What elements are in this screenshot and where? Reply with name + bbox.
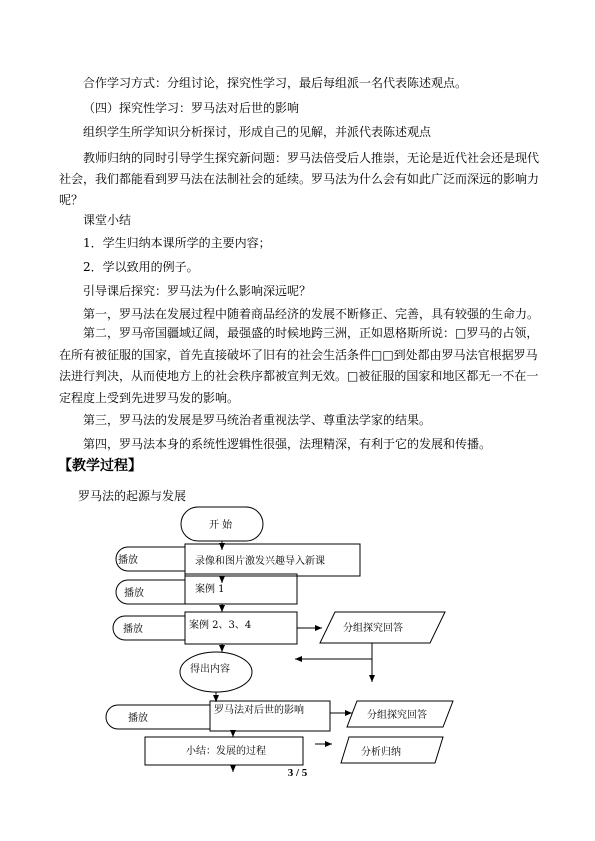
side-box-label-2: 分组探究回答 (367, 710, 427, 721)
section-heading: 【教学过程】 (58, 458, 142, 474)
paragraph-cooperative-learning: 合作学习方式：分组讨论，探究性学习，最后每组派一名代表陈述观点。 (83, 76, 468, 90)
outcome-label: 得出内容 (190, 664, 230, 675)
flowchart-title: 罗马法的起源与发展 (78, 489, 187, 503)
paragraph-reason-2: 第二，罗马帝国疆域辽阔，最强盛的时候地跨三洲，正如恩格斯所说：□罗马的占领，在所有被征服的国家，首先直接破坏了旧有的社会生活条件□□到处都由罗马法官根据罗马法进行判决，从而使地方上的社会秩序都被宣判无效。□被征服的国家和地区都无一不在一定程度上受到先进罗马发的影响。 (59, 326, 539, 405)
start-label: 开 始 (209, 520, 233, 531)
step-label-3: 案例 2、3、4 (189, 620, 252, 631)
play-shape-4 (106, 705, 210, 729)
paragraph-organize-students: 组织学生所学知识分析探讨，形成自己的见解，并派代表陈述观点 (83, 125, 432, 139)
play-label-3: 播放 (123, 624, 143, 635)
paragraph-teacher-summary: 教师归纳的同时引导学生探究新问题：罗马法倍受后人推崇，无论是近代社会还是现代社会，我们都能看到罗马法在法制社会的延续。罗马法为什么会有如此广泛而深远的影响力呢？ (59, 151, 540, 207)
paragraph-class-summary: 课堂小结 (83, 213, 132, 227)
paragraph-inquiry-heading: （四）探究性学习：罗马法对后世的影响 (83, 101, 300, 115)
step-label-2: 案例 1 (195, 584, 225, 595)
paragraph-after-class-inquiry: 引导课后探究：罗马法为什么影响深远呢？ (83, 284, 312, 298)
play-label-4: 播放 (128, 713, 148, 724)
paragraph-summary-item-1: 1．学生归纳本课所学的主要内容； (83, 236, 271, 250)
step-label-4: 罗马法对后世的影响 (214, 705, 304, 716)
paragraph-reason-4: 第四，罗马法本身的系统性逻辑性很强，法理精深，有利于它的发展和传播。 (83, 437, 492, 451)
paragraph-summary-item-2: 2．学以致用的例子。 (83, 260, 199, 274)
side-box-label-1: 分组探究回答 (343, 623, 403, 634)
play-label-1: 播放 (118, 555, 138, 566)
paragraph-reason-3: 第三，罗马法的发展是罗马统治者重视法学、尊重法学家的结果。 (83, 413, 432, 427)
page-number: 3 / 5 (287, 767, 308, 779)
play-label-2: 播放 (124, 588, 144, 599)
side-box-label-3: 分析归纳 (361, 747, 401, 758)
step-label-1: 录像和图片激发兴趣导入新课 (195, 556, 325, 567)
paragraph-reason-1: 第一，罗马法在发展过程中随着商品经济的发展不断修正、完善，具有较强的生命力。 (83, 307, 540, 321)
step-label-5: 小结：发展的过程 (186, 746, 266, 757)
